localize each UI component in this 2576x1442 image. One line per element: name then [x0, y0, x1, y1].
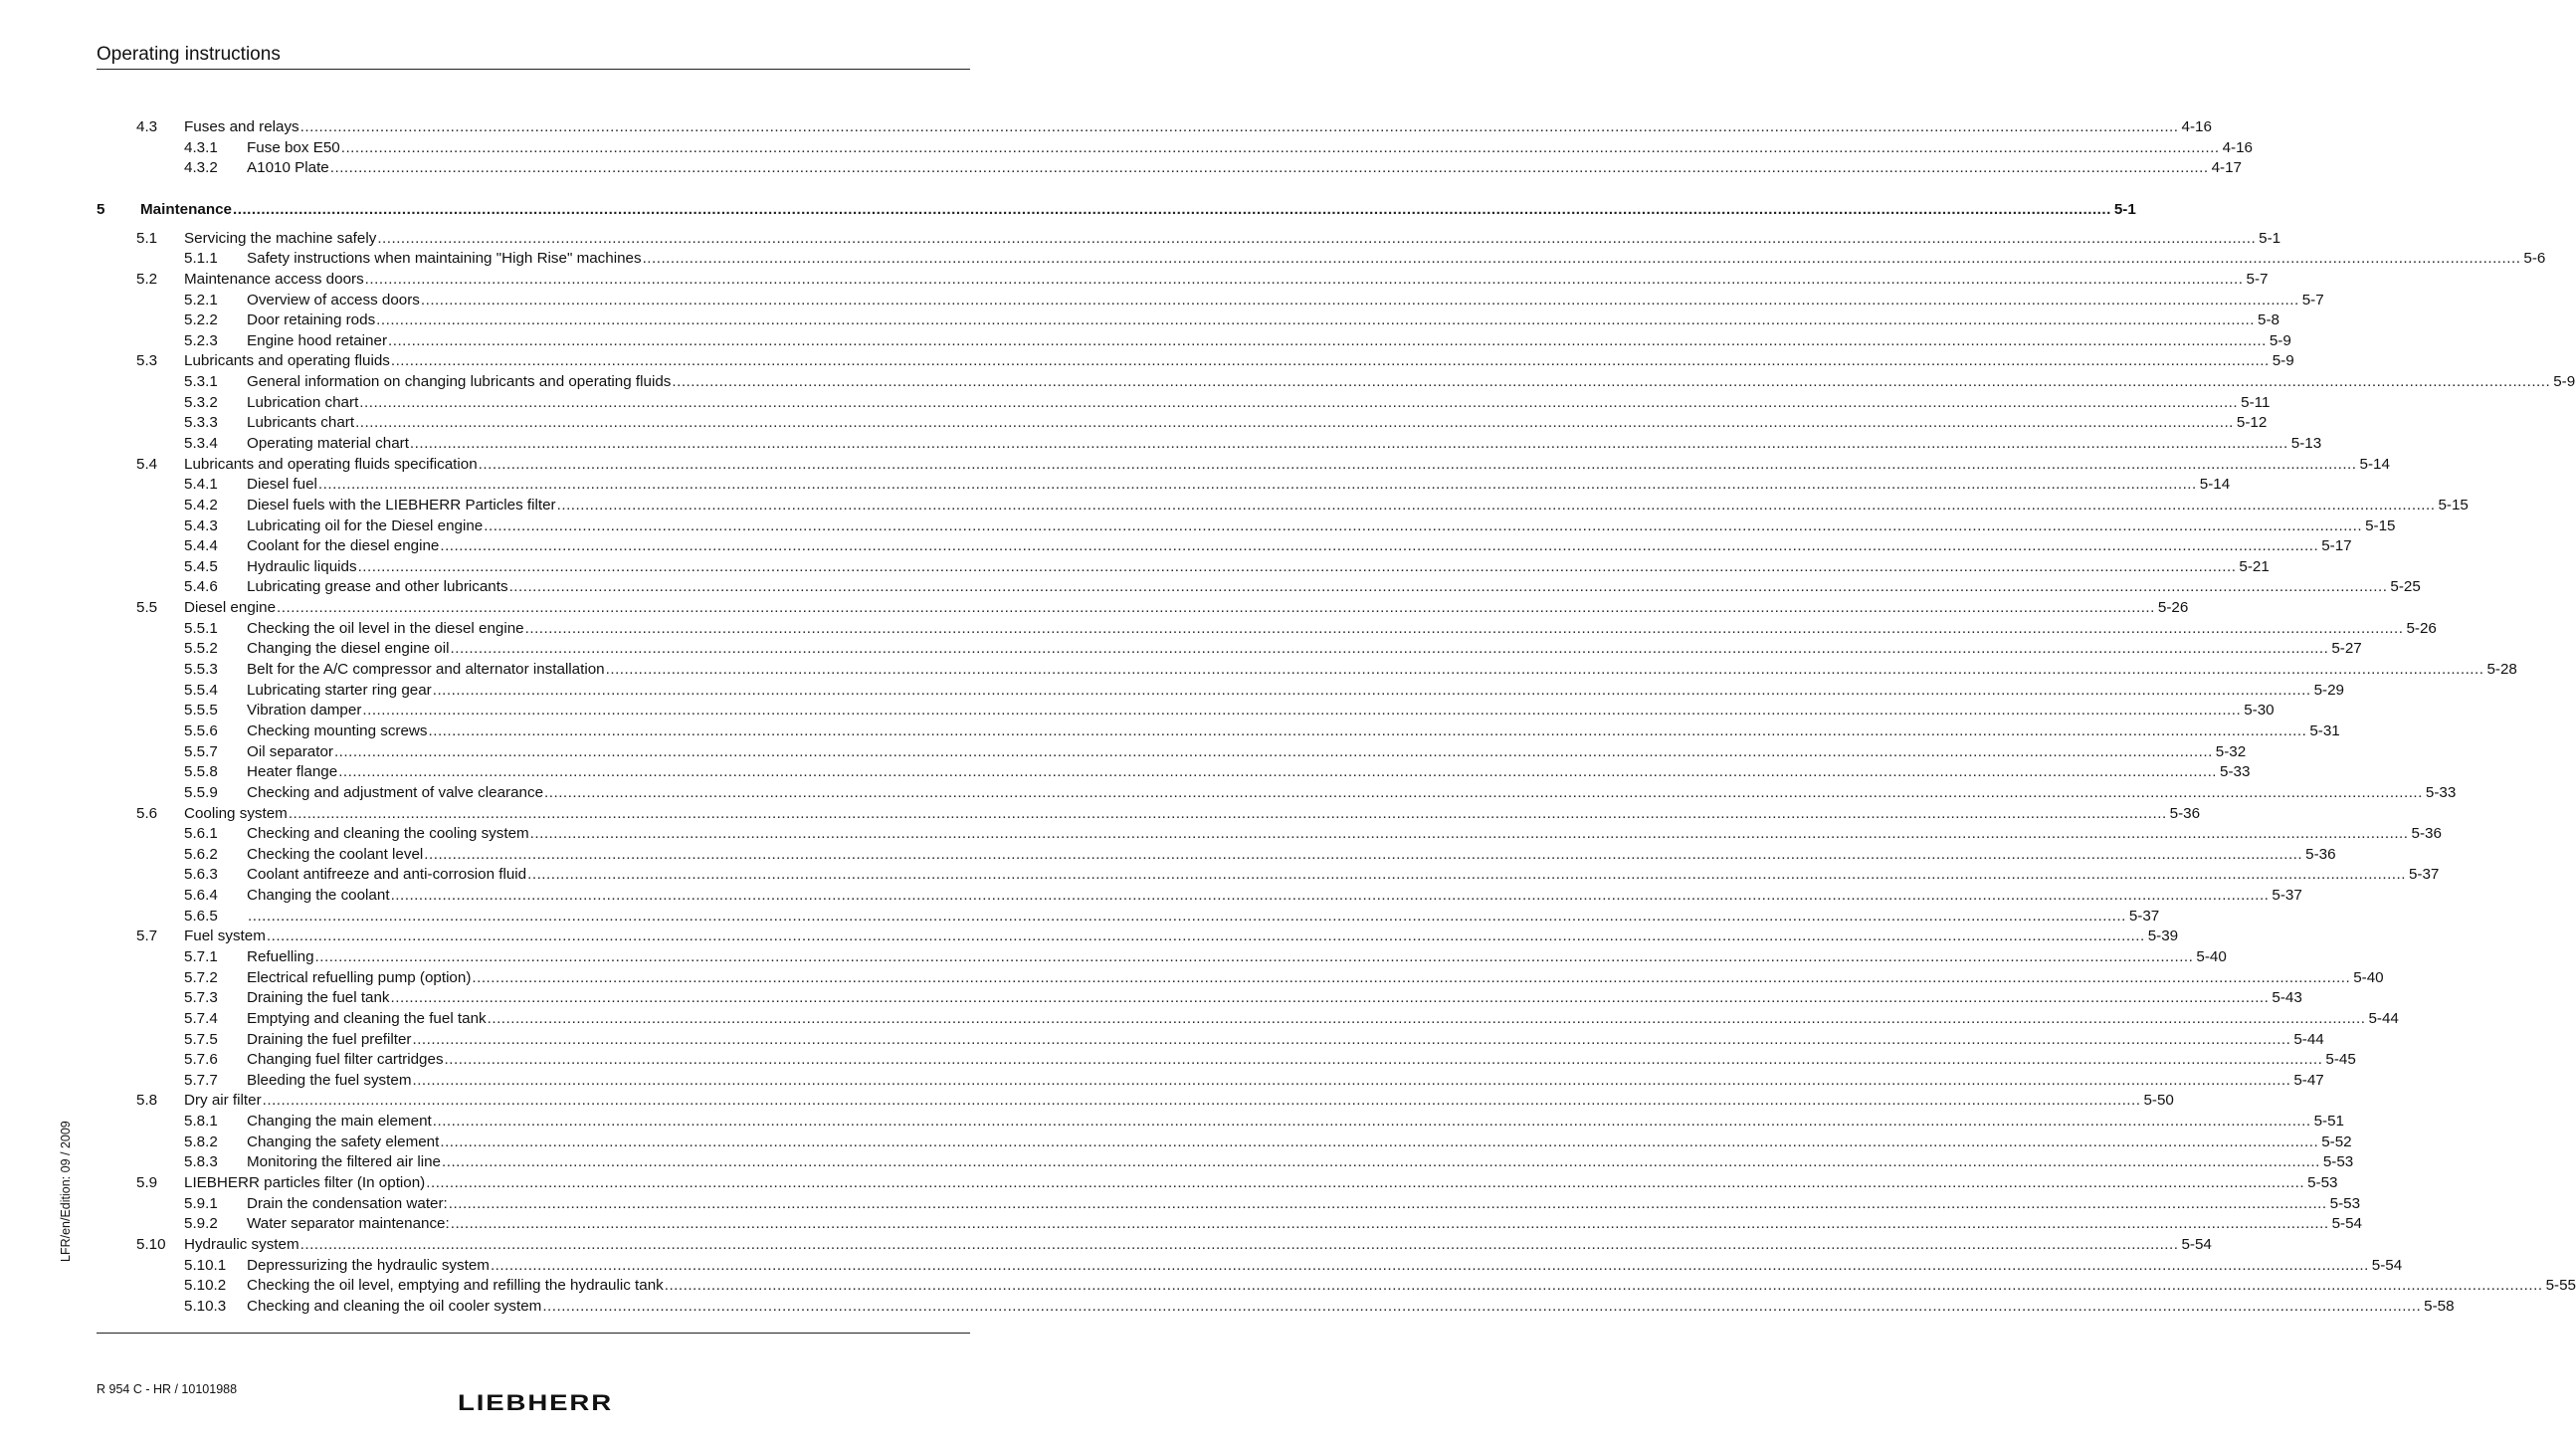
toc-entry[interactable]	[97, 927, 2179, 946]
dot-leader: ................................................................................................................................................................................................................................................................................................................................................................................................................	[428, 721, 2307, 739]
dot-leader: ................................................................................................................................................................................................................................................................................................................................................................................................................	[448, 1194, 2327, 1212]
toc-entry-title: Checking the oil level, emptying and refilling the hydraulic tank	[247, 1277, 664, 1295]
dot-leader: ................................................................................................................................................................................................................................................................................................................................................................................................................	[409, 435, 2288, 452]
toc-entry-number: 5.7.7	[184, 1071, 218, 1089]
toc-entry-title: Hydraulic system	[184, 1235, 299, 1253]
toc-entry-number: 5.4.1	[184, 476, 218, 494]
toc-entry-number: 5.2.2	[184, 311, 218, 329]
toc-entry[interactable]	[97, 988, 2302, 1008]
toc-entry-page: 5-36	[2305, 845, 2336, 863]
svg-text:LIEBHERR: LIEBHERR	[458, 1390, 613, 1415]
toc-entry-number: 5	[97, 200, 105, 218]
toc-entry-page: 5-8	[2258, 311, 2279, 329]
toc-entry-number: 5.4	[136, 455, 158, 473]
toc-entry-title: Monitoring the filtered air line	[247, 1153, 442, 1171]
toc-entry-page: 4-17	[2211, 159, 2243, 177]
toc-entry-title: Dry air filter	[184, 1092, 262, 1110]
toc-entry-page: 5-9	[2269, 331, 2291, 349]
toc-entry-title: Coolant antifreeze and anti-corrosion fluid	[247, 866, 527, 884]
toc-entry-number: 5.6.1	[184, 825, 218, 843]
toc-entry-page: 5-54	[2371, 1256, 2403, 1274]
toc-entry-title: Draining the fuel prefilter	[247, 1030, 412, 1048]
toc-entry-number: 5.10.2	[184, 1277, 227, 1295]
toc-entry[interactable]	[97, 117, 2212, 137]
toc-entry-title: Lubricants and operating fluids specification	[184, 455, 478, 473]
toc-entry-title: Lubricants chart	[247, 414, 355, 432]
toc-entry-number: 5.2.1	[184, 291, 218, 309]
toc-entry[interactable]	[97, 270, 2269, 290]
toc-entry-number: 5.5.4	[184, 681, 218, 699]
toc-entry[interactable]	[97, 291, 2324, 310]
toc-entry-page: 5-37	[2408, 866, 2440, 884]
dot-leader: ................................................................................................................................................................................................................................................................................................................................................................................................................	[450, 640, 2329, 658]
toc-entry-page: 5-52	[2321, 1133, 2352, 1150]
dot-leader: ................................................................................................................................................................................................................................................................................................................................................................................................................	[484, 516, 2363, 534]
toc-entry[interactable]	[97, 1112, 2344, 1132]
toc-entry-title: Electrical refuelling pump (option)	[247, 968, 472, 986]
toc-entry-title: Changing fuel filter cartridges	[247, 1051, 444, 1069]
toc-entry-number: 5.8.3	[184, 1153, 218, 1171]
dot-leader: ................................................................................................................................................................................................................................................................................................................................................................................................................	[377, 229, 2257, 247]
toc-entry-page: 5-54	[2331, 1215, 2362, 1233]
toc-entry-number: 5.5.7	[184, 742, 218, 760]
dot-leader: ................................................................................................................................................................................................................................................................................................................................................................................................................	[527, 866, 2406, 884]
toc-entry[interactable]	[97, 639, 2362, 659]
toc-entry-number: 5.5.9	[184, 783, 218, 801]
toc-entry[interactable]	[97, 310, 2279, 330]
toc-entry[interactable]	[97, 660, 2517, 680]
toc-entry-page: 5-40	[2196, 948, 2227, 965]
toc-entry-title: Door retaining rods	[247, 311, 376, 329]
toc-entry[interactable]	[97, 496, 2469, 515]
toc-entry-title: Diesel fuels with the LIEBHERR Particles filter	[247, 496, 556, 514]
dot-leader: ................................................................................................................................................................................................................................................................................................................................................................................................................	[376, 311, 2256, 329]
toc-entry-title: Maintenance	[140, 200, 232, 218]
toc-entry-page: 5-50	[2143, 1092, 2174, 1110]
toc-entry-page: 5-45	[2325, 1051, 2356, 1069]
toc-entry-number: 5.7.6	[184, 1051, 218, 1069]
toc-entry[interactable]	[97, 393, 2271, 413]
dot-leader: ................................................................................................................................................................................................................................................................................................................................................................................................................	[440, 537, 2319, 555]
toc-entry-page: 5-1	[2113, 200, 2136, 218]
dot-leader: ................................................................................................................................................................................................................................................................................................................................................................................................................	[362, 702, 2242, 720]
toc-entry-number: 5.5.1	[184, 619, 218, 637]
dot-leader: ................................................................................................................................................................................................................................................................................................................................................................................................................	[299, 118, 2179, 135]
toc-entry-number: 5.7	[136, 927, 158, 945]
dot-leader: ................................................................................................................................................................................................................................................................................................................................................................................................................	[444, 1051, 2323, 1069]
footer-rule	[97, 1333, 970, 1334]
toc-entry-number: 5.6.3	[184, 866, 218, 884]
toc-entry-title: Fuel system	[184, 927, 266, 945]
dot-leader: ................................................................................................................................................................................................................................................................................................................................................................................................................	[359, 393, 2239, 411]
dot-leader: ................................................................................................................................................................................................................................................................................................................................................................................................................	[355, 414, 2234, 432]
toc-entry-page: 5-44	[2368, 1009, 2399, 1027]
toc-entry-page: 5-53	[2329, 1194, 2361, 1212]
toc-entry-number: 5.10.1	[184, 1256, 227, 1274]
toc-entry-page: 5-26	[2406, 619, 2437, 637]
dot-leader: ................................................................................................................................................................................................................................................................................................................................................................................................................	[412, 1030, 2291, 1048]
dot-leader: ................................................................................................................................................................................................................................................................................................................................................................................................................	[420, 291, 2299, 309]
toc-entry-number: 5.9.2	[184, 1215, 218, 1233]
toc-entry[interactable]	[97, 249, 2546, 269]
dot-leader: ................................................................................................................................................................................................................................................................................................................................................................................................................	[556, 496, 2436, 514]
toc-entry[interactable]	[97, 598, 2189, 618]
toc-entry-page: 5-39	[2147, 927, 2179, 945]
toc-entry-page: 5-15	[2438, 496, 2469, 514]
toc-entry[interactable]	[97, 701, 2275, 721]
dot-leader: ................................................................................................................................................................................................................................................................................................................................................................................................................	[442, 1153, 2320, 1171]
toc-entry-title: Safety instructions when maintaining "High Rise" machines	[247, 250, 642, 268]
dot-leader: ................................................................................................................................................................................................................................................................................................................................................................................................................	[329, 159, 2209, 177]
toc-entry[interactable]	[97, 1030, 2324, 1050]
dot-leader: ................................................................................................................................................................................................................................................................................................................................................................................................................	[450, 1215, 2329, 1233]
toc-entry-page: 5-36	[2411, 825, 2442, 843]
toc-entry-number: 5.5.3	[184, 661, 218, 678]
toc-entry-title: Lubricating oil for the Diesel engine	[247, 516, 484, 534]
toc-entry-page: 5-25	[2390, 578, 2421, 596]
dot-leader: ................................................................................................................................................................................................................................................................................................................................................................................................................	[266, 927, 2145, 945]
toc-entry[interactable]	[97, 372, 2576, 392]
toc-entry-title: Operating material chart	[247, 435, 409, 452]
dot-leader: ................................................................................................................................................................................................................................................................................................................................................................................................................	[432, 681, 2311, 699]
toc-entry-title: Heater flange	[247, 763, 338, 781]
dot-leader: ................................................................................................................................................................................................................................................................................................................................................................................................................	[288, 804, 2167, 822]
toc-entry-title: Hydraulic liquids	[247, 557, 357, 575]
toc-entry-title: Belt for the A/C compressor and alternator installation	[247, 661, 605, 678]
toc-entry-number: 4.3.1	[184, 138, 218, 156]
toc-entry-page: 5-40	[2353, 968, 2384, 986]
toc-entry-page: 5-26	[2157, 599, 2189, 617]
toc-entry-page: 4-16	[2222, 138, 2253, 156]
toc-entry-title: Checking and cleaning the cooling system	[247, 825, 529, 843]
toc-entry-title: Lubricants and operating fluids	[184, 352, 390, 370]
toc-entry[interactable]	[97, 804, 2201, 824]
toc-entry-page: 5-7	[2246, 270, 2269, 288]
edition-label: LFR/en/Edition: 09 / 2009	[59, 1121, 73, 1262]
toc-entry[interactable]	[97, 1133, 2352, 1152]
toc-entry-page: 5-9	[2272, 352, 2294, 370]
toc-entry-number: 5.9	[136, 1174, 158, 1191]
toc-entry-title: Servicing the machine safely	[184, 229, 377, 247]
toc-entry[interactable]	[97, 886, 2302, 906]
toc-entry-page: 5-37	[2128, 907, 2160, 925]
dot-leader: ................................................................................................................................................................................................................................................................................................................................................................................................................	[424, 845, 2303, 863]
toc-entry[interactable]	[97, 577, 2421, 597]
toc-entry-number: 5.5.6	[184, 721, 218, 739]
toc-entry[interactable]	[97, 557, 2270, 577]
dot-leader: ................................................................................................................................................................................................................................................................................................................................................................................................................	[277, 599, 2155, 617]
toc-entry[interactable]	[97, 681, 2344, 701]
dot-leader: ................................................................................................................................................................................................................................................................................................................................................................................................................	[388, 331, 2267, 349]
toc-entry-page: 5-13	[2290, 435, 2322, 452]
toc-entry[interactable]	[97, 200, 2136, 220]
toc-entry-page: 4-16	[2181, 118, 2212, 135]
toc-entry-title: Overview of access doors	[247, 291, 420, 309]
dot-leader: ................................................................................................................................................................................................................................................................................................................................................................................................................	[508, 578, 2388, 596]
dot-leader: ................................................................................................................................................................................................................................................................................................................................................................................................................	[472, 968, 2351, 986]
toc-entry[interactable]	[97, 138, 2253, 158]
toc-entry-page: 5-33	[2220, 763, 2251, 781]
toc-entry[interactable]	[97, 1071, 2324, 1091]
toc-entry-number: 5.3.1	[184, 373, 218, 390]
toc-entry-title: Fuse box E50	[247, 138, 340, 156]
toc-entry-number: 5.9.1	[184, 1194, 218, 1212]
toc-entry-title: General information on changing lubricants and operating fluids	[247, 373, 672, 390]
toc-entry-page: 5-51	[2313, 1113, 2344, 1131]
toc-entry-page: 5-17	[2321, 537, 2352, 555]
toc-entry-page: 5-33	[2425, 783, 2457, 801]
toc-entry-number: 5.8	[136, 1092, 158, 1110]
toc-entry-number: 5.7.4	[184, 1009, 218, 1027]
toc-entry-page: 5-11	[2241, 393, 2271, 411]
toc-entry[interactable]	[97, 783, 2457, 803]
toc-entry-number: 5.10	[136, 1235, 166, 1253]
toc-entry-page: 5-15	[2365, 516, 2396, 534]
toc-entry[interactable]	[97, 947, 2227, 967]
toc-entry[interactable]	[97, 516, 2396, 536]
toc-entry[interactable]	[97, 1091, 2174, 1111]
toc-entry-title: Changing the safety element	[247, 1133, 440, 1150]
toc-entry-page: 5-9	[2553, 373, 2576, 390]
toc-entry-title: Diesel engine	[184, 599, 277, 617]
toc-entry-number: 5.1	[136, 229, 158, 247]
toc-entry[interactable]	[97, 455, 2390, 475]
toc-entry[interactable]	[97, 845, 2336, 865]
toc-entry-title: Lubricating starter ring gear	[247, 681, 432, 699]
dot-leader: ................................................................................................................................................................................................................................................................................................................................................................................................................	[364, 270, 2244, 288]
dot-leader: ................................................................................................................................................................................................................................................................................................................................................................................................................	[440, 1133, 2319, 1150]
toc-entry-title: Cooling system	[184, 804, 288, 822]
toc-entry-number: 5.3.2	[184, 393, 218, 411]
toc-entry-number: 5.5.2	[184, 640, 218, 658]
dot-leader: ................................................................................................................................................................................................................................................................................................................................................................................................................	[529, 825, 2409, 843]
dot-leader: ................................................................................................................................................................................................................................................................................................................................................................................................................	[333, 742, 2213, 760]
toc-entry-title: Drain the condensation water:	[247, 1194, 448, 1212]
toc-entry-number: 4.3	[136, 118, 158, 135]
toc-entry-number: 5.2.3	[184, 331, 218, 349]
toc-entry-page: 5-7	[2301, 291, 2324, 309]
toc-entry-page: 5-1	[2259, 229, 2281, 247]
toc-entry-number: 5.6	[136, 804, 158, 822]
toc-entry-title: Checking and cleaning the oil cooler system	[247, 1297, 542, 1315]
toc-entry[interactable]	[97, 1050, 2356, 1070]
toc-entry-title: Checking the oil level in the diesel engine	[247, 619, 524, 637]
toc-entry-number: 4.3.2	[184, 159, 218, 177]
toc-entry-page: 5-55	[2545, 1277, 2576, 1295]
toc-entry[interactable]	[97, 434, 2322, 454]
toc-entry[interactable]	[97, 1194, 2361, 1214]
toc-entry[interactable]	[97, 158, 2243, 178]
toc-entry-title: Depressurizing the hydraulic system	[247, 1256, 490, 1274]
toc-entry-title: Bleeding the fuel system	[247, 1071, 412, 1089]
toc-entry-page: 5-43	[2272, 989, 2302, 1007]
toc-entry-page: 5-30	[2244, 702, 2275, 720]
dot-leader: ................................................................................................................................................................................................................................................................................................................................................................................................................	[542, 1297, 2422, 1315]
toc-entry-page: 5-31	[2309, 721, 2340, 739]
toc-entry-page: 5-32	[2215, 742, 2247, 760]
toc-entry-title: Vibration damper	[247, 702, 362, 720]
toc-entry-title: A1010 Plate	[247, 159, 329, 177]
toc-entry[interactable]	[97, 1276, 2576, 1296]
toc-entry-title: Changing the main element	[247, 1113, 432, 1131]
toc-entry[interactable]	[97, 968, 2384, 988]
toc-entry-title: Lubricating grease and other lubricants	[247, 578, 508, 596]
toc-entry-number: 5.4.2	[184, 496, 218, 514]
toc-entry-page: 5-21	[2239, 557, 2270, 575]
toc-entry[interactable]	[97, 413, 2268, 433]
dot-leader: ................................................................................................................................................................................................................................................................................................................................................................................................................	[664, 1277, 2543, 1295]
document-reference: R 954 C - HR / 10101988	[97, 1382, 238, 1396]
toc-entry-title: Checking mounting screws	[247, 721, 428, 739]
toc-entry[interactable]	[97, 619, 2437, 639]
toc-entry-page: 5-6	[2523, 250, 2546, 268]
liebherr-logo	[456, 1390, 615, 1414]
dot-leader: ................................................................................................................................................................................................................................................................................................................................................................................................................	[412, 1071, 2291, 1089]
toc-entry-title: Checking the coolant level	[247, 845, 424, 863]
toc-entry-page: 5-29	[2313, 681, 2344, 699]
dot-leader: ................................................................................................................................................................................................................................................................................................................................................................................................................	[524, 619, 2404, 637]
toc-entry-number: 5.7.2	[184, 968, 218, 986]
toc-entry[interactable]	[97, 907, 2160, 927]
toc-entry-page: 5-14	[2199, 476, 2231, 494]
toc-entry-number: 5.5.5	[184, 702, 218, 720]
dot-leader: ................................................................................................................................................................................................................................................................................................................................................................................................................	[299, 1235, 2179, 1253]
toc-entry[interactable]	[97, 824, 2442, 844]
toc-entry-number: 5.7.1	[184, 948, 218, 965]
toc-entry[interactable]	[97, 1256, 2403, 1276]
dot-leader: ................................................................................................................................................................................................................................................................................................................................................................................................................	[478, 455, 2357, 473]
dot-leader: ................................................................................................................................................................................................................................................................................................................................................................................................................	[672, 373, 2551, 390]
toc-entry-number: 5.4.5	[184, 557, 218, 575]
toc-entry-title: Emptying and cleaning the fuel tank	[247, 1009, 487, 1027]
toc-entry-title: Changing the coolant	[247, 887, 390, 904]
header-rule	[97, 69, 970, 70]
toc-entry-title: Refuelling	[247, 948, 314, 965]
dot-leader: ................................................................................................................................................................................................................................................................................................................................................................................................................	[233, 200, 2111, 218]
toc-entry-number: 5.1.1	[184, 250, 218, 268]
toc-entry-number: 5.3	[136, 352, 158, 370]
dot-leader: ................................................................................................................................................................................................................................................................................................................................................................................................................	[248, 907, 2126, 925]
toc-entry[interactable]	[97, 536, 2352, 556]
toc-entry[interactable]	[97, 1235, 2212, 1255]
toc-entry[interactable]	[97, 351, 2294, 371]
toc-entry-page: 5-54	[2181, 1235, 2212, 1253]
toc-entry[interactable]	[97, 1152, 2354, 1172]
dot-leader: ................................................................................................................................................................................................................................................................................................................................................................................................................	[338, 763, 2218, 781]
toc-entry-number: 5.5	[136, 599, 158, 617]
toc-entry[interactable]	[97, 721, 2340, 741]
dot-leader: ................................................................................................................................................................................................................................................................................................................................................................................................................	[262, 1092, 2141, 1110]
toc-entry[interactable]	[97, 475, 2231, 495]
toc-entry-number: 5.8.2	[184, 1133, 218, 1150]
toc-entry[interactable]	[97, 742, 2247, 762]
dot-leader: ................................................................................................................................................................................................................................................................................................................................................................................................................	[317, 476, 2197, 494]
toc-entry-number: 5.4.4	[184, 537, 218, 555]
toc-entry-number: 5.7.3	[184, 989, 218, 1007]
toc-entry-page: 5-14	[2359, 455, 2390, 473]
toc-entry-number: 5.3.3	[184, 414, 218, 432]
toc-entry-title: Fuses and relays	[184, 118, 299, 135]
toc-entry[interactable]	[97, 865, 2440, 885]
toc-entry-number: 5.4.6	[184, 578, 218, 596]
toc-entry-page: 5-27	[2331, 640, 2362, 658]
dot-leader: ................................................................................................................................................................................................................................................................................................................................................................................................................	[642, 250, 2521, 268]
toc-entry-page: 5-36	[2169, 804, 2201, 822]
toc-entry-title: Maintenance access doors	[184, 270, 364, 288]
toc-entry-title: LIEBHERR particles filter (In option)	[184, 1174, 426, 1191]
toc-entry-number: 5.6.2	[184, 845, 218, 863]
toc-entry-page: 5-53	[2322, 1153, 2354, 1171]
toc-entry-number: 5.7.5	[184, 1030, 218, 1048]
toc-entry-title: Water separator maintenance:	[247, 1215, 450, 1233]
toc-entry-title: Oil separator	[247, 742, 333, 760]
toc-entry-title: Coolant for the diesel engine	[247, 537, 440, 555]
toc-entry-number: 5.2	[136, 270, 158, 288]
toc-entry-number: 5.6.5	[184, 907, 218, 925]
toc-entry-number: 5.3.4	[184, 435, 218, 452]
toc-entry-title: Draining the fuel tank	[247, 989, 390, 1007]
toc-entry[interactable]	[97, 1214, 2362, 1234]
toc-entry[interactable]	[97, 1173, 2338, 1193]
toc-entry-page: 5-28	[2486, 661, 2517, 678]
toc-entry-page: 5-12	[2236, 414, 2268, 432]
toc-entry-title: Diesel fuel	[247, 476, 317, 494]
toc-entry[interactable]	[97, 1009, 2399, 1029]
dot-leader: ................................................................................................................................................................................................................................................................................................................................................................................................................	[426, 1174, 2305, 1191]
toc-entry-number: 5.10.3	[184, 1297, 227, 1315]
dot-leader: ................................................................................................................................................................................................................................................................................................................................................................................................................	[314, 948, 2194, 965]
toc-entry[interactable]	[97, 331, 2291, 351]
toc-entry[interactable]	[97, 762, 2251, 782]
toc-entry-page: 5-44	[2293, 1030, 2324, 1048]
dot-leader: ................................................................................................................................................................................................................................................................................................................................................................................................................	[340, 138, 2220, 156]
toc-entry-number: 5.6.4	[184, 887, 218, 904]
toc-entry-page: 5-47	[2293, 1071, 2324, 1089]
toc-entry-title: Engine hood retainer	[247, 331, 388, 349]
toc-entry[interactable]	[97, 1297, 2455, 1317]
dot-leader: ................................................................................................................................................................................................................................................................................................................................................................................................................	[357, 557, 2237, 575]
toc-entry-number: 5.8.1	[184, 1113, 218, 1131]
toc-entry-title: Lubrication chart	[247, 393, 359, 411]
dot-leader: ................................................................................................................................................................................................................................................................................................................................................................................................................	[432, 1113, 2311, 1131]
dot-leader: ................................................................................................................................................................................................................................................................................................................................................................................................................	[487, 1009, 2366, 1027]
dot-leader: ................................................................................................................................................................................................................................................................................................................................................................................................................	[490, 1256, 2369, 1274]
toc-entry-title: Checking and adjustment of valve clearance	[247, 783, 544, 801]
toc-entry-number: 5.4.3	[184, 516, 218, 534]
toc-entry-page: 5-53	[2307, 1174, 2338, 1191]
dot-leader: ................................................................................................................................................................................................................................................................................................................................................................................................................	[390, 989, 2270, 1007]
toc-entry[interactable]	[97, 229, 2281, 249]
toc-entry-page: 5-58	[2424, 1297, 2455, 1315]
page-header-title: Operating instructions	[97, 44, 281, 65]
dot-leader: ................................................................................................................................................................................................................................................................................................................................................................................................................	[390, 352, 2270, 370]
dot-leader: ................................................................................................................................................................................................................................................................................................................................................................................................................	[544, 783, 2423, 801]
toc-entry-title: Changing the diesel engine oil	[247, 640, 450, 658]
dot-leader: ................................................................................................................................................................................................................................................................................................................................................................................................................	[605, 661, 2484, 678]
toc-entry-number: 5.5.8	[184, 763, 218, 781]
dot-leader: ................................................................................................................................................................................................................................................................................................................................................................................................................	[390, 887, 2270, 904]
toc-entry-page: 5-37	[2272, 887, 2302, 904]
